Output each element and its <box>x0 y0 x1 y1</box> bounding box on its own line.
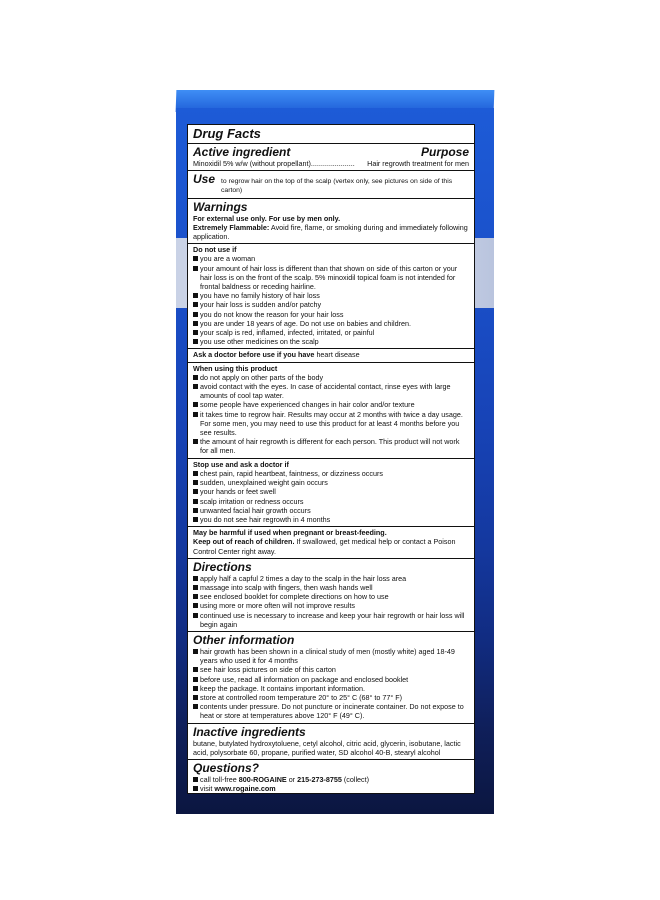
purpose-heading: Purpose <box>420 145 469 159</box>
list-item: you do not know the reason for your hair loss <box>193 310 469 319</box>
inactive-ingredients-heading: Inactive ingredients <box>193 724 306 739</box>
keep-out-text: If swallowed, get medical help or contact a Poison Control Center right away. <box>193 537 456 556</box>
list-item: continued use is necessary to increase and keep your hair regrowth or hair loss will begin again <box>193 611 469 629</box>
ask-doctor-label: Ask a doctor before use if you have <box>193 350 315 360</box>
drug-facts-title: Drug Facts <box>193 126 261 141</box>
list-item: scalp irritation or redness occurs <box>193 497 469 506</box>
ask-doctor-text: heart disease <box>316 350 360 360</box>
list-item: before use, read all information on package and enclosed booklet <box>193 675 469 684</box>
list-item: you are a woman <box>193 254 469 263</box>
directions-section <box>188 559 474 632</box>
use-section <box>188 171 474 198</box>
other-information-heading: Other information <box>193 632 295 647</box>
inactive-ingredients-text: butane, butylated hydroxytoluene, cetyl alcohol, citric acid, glycerin, isobutane, lactic acid, polysorbate 60, propane, purified water, SD alcohol 40-B, stearyl alcohol <box>193 738 461 757</box>
directions-heading: Directions <box>193 559 252 574</box>
list-item: unwanted facial hair growth occurs <box>193 506 469 515</box>
list-item: see hair loss pictures on side of this carton <box>193 665 469 674</box>
list-item: you use other medicines on the scalp <box>193 337 469 346</box>
list-item: store at controlled room temperature 20° to 25° C (68° to 77° F) <box>193 693 469 702</box>
list-item: sudden, unexplained weight gain occurs <box>193 478 469 487</box>
active-ingredient-heading: Active ingredient <box>193 145 291 159</box>
title-section <box>188 125 474 144</box>
questions-section <box>188 760 474 795</box>
list-item: some people have experienced changes in hair color and/or texture <box>193 400 469 409</box>
list-item: your hands or feet swell <box>193 487 469 496</box>
warnings-section <box>188 199 474 559</box>
stop-use-block <box>188 458 474 524</box>
questions-heading: Questions? <box>193 760 260 775</box>
list-item: it takes time to regrow hair. Results may occur at 2 months with twice a day usage. For some men, you may need to use this product for at least 4 months before you see results. <box>193 410 469 438</box>
active-ingredient-name: Minoxidil 5% w/w (without propellant) <box>193 159 311 168</box>
pregnancy-block <box>188 526 474 556</box>
use-text: to regrow hair on the top of the scalp (vertex only, see pictures on side of this carton) <box>221 178 453 195</box>
active-ingredient-section <box>188 144 474 171</box>
list-item: you are under 18 years of age. Do not use on babies and children. <box>193 319 469 328</box>
list-item: massage into scalp with fingers, then wash hands well <box>193 583 469 592</box>
warnings-heading: Warnings <box>193 199 248 214</box>
do-not-use-block <box>188 243 474 346</box>
list-item: do not apply on other parts of the body <box>193 373 469 382</box>
do-not-use-heading: Do not use if <box>193 245 237 255</box>
list-item: keep the package. It contains important information. <box>193 684 469 693</box>
flammable-text: Avoid fire, flame, or smoking during and immediately following application. <box>193 222 468 242</box>
phone-number-secondary[interactable]: 215-273-8755 <box>297 774 342 784</box>
when-using-heading: When using this product <box>193 363 278 373</box>
keep-out-label: Keep out of reach of children. <box>193 537 295 547</box>
ask-doctor-block <box>188 348 474 359</box>
list-item: your hair loss is sudden and/or patchy <box>193 300 469 309</box>
list-item: see enclosed booklet for complete directions on how to use <box>193 592 469 601</box>
list-item: you do not see hair regrowth in 4 months <box>193 515 469 524</box>
stop-use-heading: Stop use and ask a doctor if <box>193 459 289 469</box>
use-heading: Use <box>193 172 216 187</box>
other-information-section <box>188 632 474 724</box>
list-item: the amount of hair regrowth is different for each person. This product will not work for all men. <box>193 437 469 455</box>
list-item: avoid contact with the eyes. In case of accidental contact, rinse eyes with large amounts of cool tap water. <box>193 382 469 400</box>
drug-facts-panel <box>187 124 475 794</box>
when-using-block <box>188 362 474 456</box>
dot-leader: ...................... <box>310 159 355 168</box>
list-item: your scalp is red, inflamed, infected, irritated, or painful <box>193 328 469 337</box>
phone-number-primary[interactable]: 800-ROGAINE <box>238 774 287 784</box>
pregnancy-warning: May be harmful if used when pregnant or breast-feeding. <box>193 528 387 538</box>
list-item: apply half a capful 2 times a day to the scalp in the hair loss area <box>193 574 469 583</box>
list-item: your amount of hair loss is different than that shown on side of this carton or your hair loss is on the front of the scalp. 5% minoxidil topical foam is not intended for frontal baldness or receding hairline. <box>193 264 469 292</box>
website-link[interactable]: www.rogaine.com <box>214 784 276 794</box>
list-item: hair growth has been shown in a clinical study of men (mostly white) aged 18-49 years who used it for 4 months <box>193 647 469 665</box>
external-use-warning: For external use only. For use by men only. <box>193 213 341 223</box>
website-line: visit www.rogaine.com <box>193 784 469 793</box>
phone-line: call toll-free 800-ROGAINE or 215-273-8755 (collect) <box>193 775 469 784</box>
list-item: contents under pressure. Do not puncture or incinerate container. Do not expose to heat or store at temperatures above 120° F (49° C). <box>193 702 469 720</box>
flammable-label: Extremely Flammable: <box>193 222 270 232</box>
flammable-warning <box>193 223 469 241</box>
list-item: you have no family history of hair loss <box>193 291 469 300</box>
purpose-text: Hair regrowth treatment for men <box>367 159 469 168</box>
list-item: using more or more often will not improve results <box>193 601 469 610</box>
list-item: chest pain, rapid heartbeat, faintness, or dizziness occurs <box>193 469 469 478</box>
inactive-ingredients-section <box>188 724 474 760</box>
